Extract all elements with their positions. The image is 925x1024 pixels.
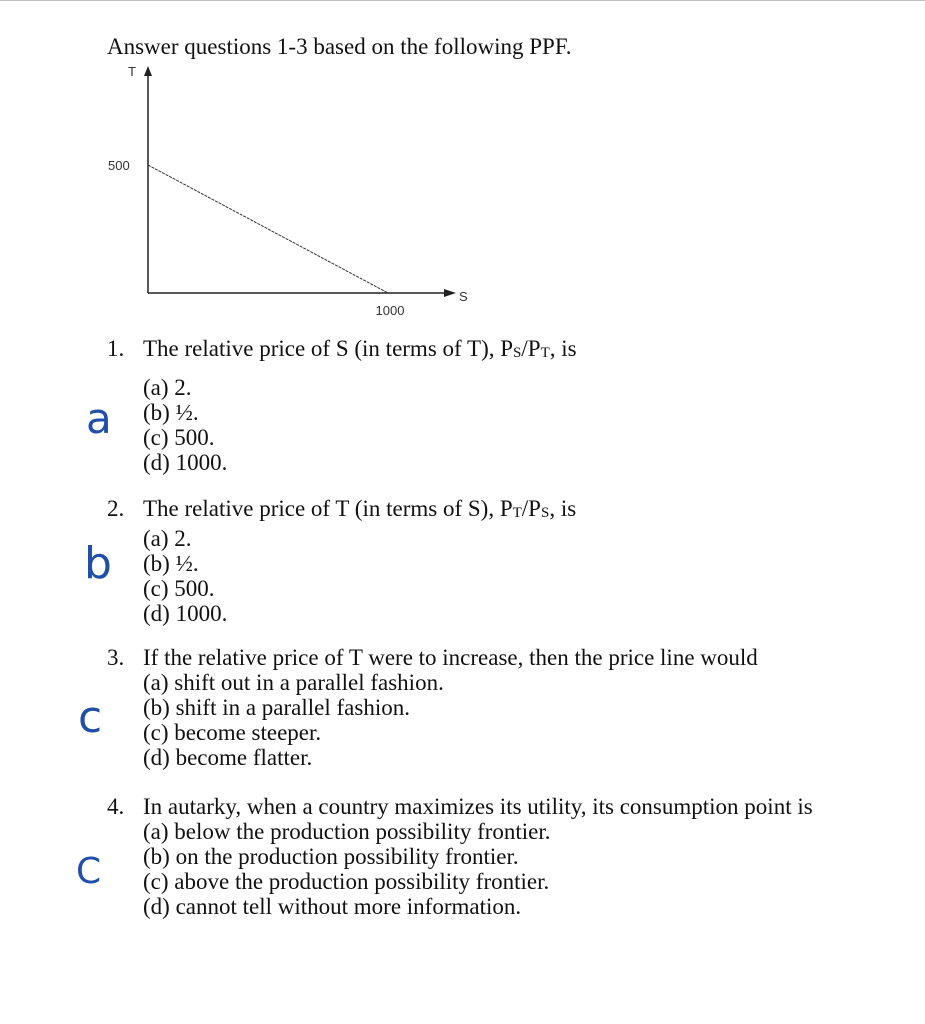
ppf-line: [148, 165, 388, 293]
question-stem: In autarky, when a country maximizes its utility, its consumption point is: [143, 794, 813, 819]
option-c: (c) above the production possibility frontier.: [143, 869, 550, 894]
question-stem: If the relative price of T were to increase, then the price line would: [143, 645, 758, 670]
question-3: [107, 645, 758, 770]
ppf-chart: [100, 60, 500, 325]
question-2: [107, 496, 576, 626]
option-a: (a) 2.: [143, 375, 192, 400]
question-stem: The relative price of S (in terms of T), PS/PT, is: [143, 336, 577, 361]
x-tick-label: 1000: [375, 303, 405, 318]
x-axis-label: S: [459, 289, 468, 304]
option-b: (b) ½.: [143, 400, 199, 425]
option-d: (d) 1000.: [143, 450, 228, 475]
option-b: (b) on the production possibility frontier.: [143, 844, 519, 869]
x-axis-arrow: [444, 289, 456, 297]
handwritten-answer-1: a: [86, 394, 112, 443]
page-top-border: [0, 0, 925, 1]
option-d: (d) 1000.: [143, 601, 228, 626]
question-1: [107, 336, 577, 475]
option-b: (b) shift in a parallel fashion.: [143, 695, 410, 720]
intro-instruction: Answer questions 1-3 based on the following PPF.: [107, 34, 572, 59]
handwritten-answer-2: b: [84, 538, 112, 589]
option-d: (d) become flatter.: [143, 745, 313, 770]
y-tick-label: 500: [108, 158, 130, 173]
question-number: 1.: [107, 336, 125, 361]
question-number: 4.: [107, 794, 125, 819]
y-axis-label: T: [128, 64, 136, 79]
handwritten-answer-3: c: [78, 692, 103, 743]
question-number: 3.: [107, 645, 125, 670]
question-stem: The relative price of T (in terms of S), PT/PS, is: [143, 496, 577, 521]
option-a: (a) shift out in a parallel fashion.: [143, 670, 444, 695]
option-c: (c) 500.: [143, 576, 215, 601]
option-a: (a) below the production possibility frontier.: [143, 819, 551, 844]
option-c: (c) become steeper.: [143, 720, 322, 745]
y-axis-arrow: [144, 66, 152, 76]
option-d: (d) cannot tell without more information.: [143, 894, 522, 919]
option-c: (c) 500.: [143, 425, 215, 450]
question-number: 2.: [107, 496, 125, 521]
handwritten-answer-4: C: [76, 851, 102, 892]
question-4: [107, 794, 813, 919]
option-a: (a) 2.: [143, 526, 192, 551]
option-b: (b) ½.: [143, 551, 199, 576]
